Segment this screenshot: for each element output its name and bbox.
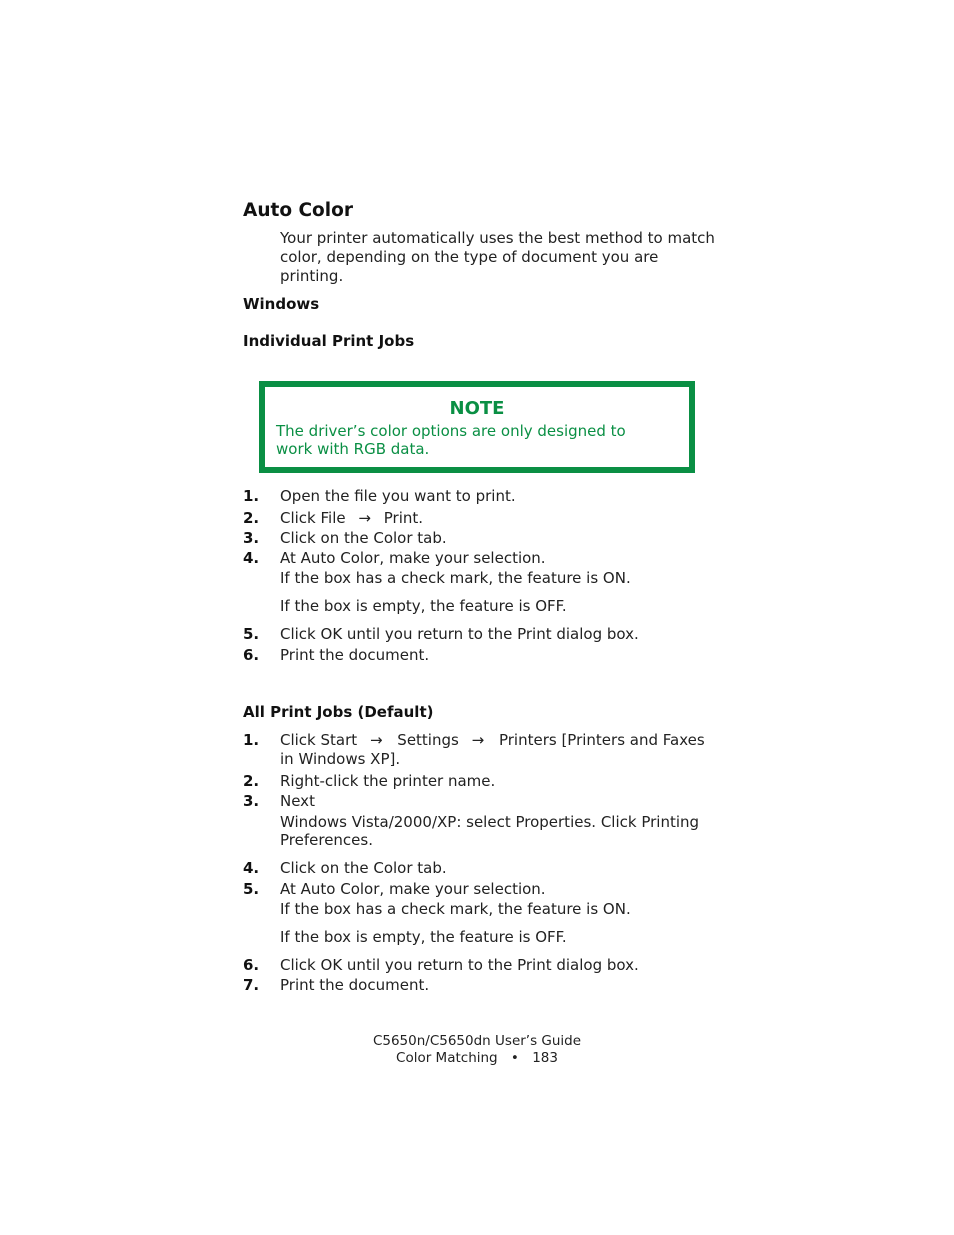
step-text: Click on the Color tab. xyxy=(280,859,447,877)
note-line-1: The driver’s color options are only designed to xyxy=(276,422,626,440)
step-text: Click OK until you return to the Print dialog box. xyxy=(280,956,639,974)
note-title: NOTE xyxy=(449,398,505,419)
step-number: 1. xyxy=(243,731,260,749)
step-text: Click OK until you return to the Print dialog box. xyxy=(280,625,639,643)
individual-print-jobs-heading: Individual Print Jobs xyxy=(243,332,415,350)
step-number: 4. xyxy=(243,859,260,877)
step-text-part: Click File xyxy=(280,509,346,527)
bullet-icon: • xyxy=(510,1050,519,1066)
step-number: 5. xyxy=(243,880,260,898)
footer-page-info xyxy=(327,1050,627,1066)
step-number: 5. xyxy=(243,625,260,643)
step-text-part: Print. xyxy=(383,509,424,527)
intro-line-2: color, depending on the type of document you are xyxy=(280,248,659,266)
step-subtext: If the box has a check mark, the feature is ON. xyxy=(280,569,631,587)
step-text xyxy=(280,509,423,528)
step-text: Print the document. xyxy=(280,976,430,994)
step-number: 1. xyxy=(243,487,260,505)
step-text: Right-click the printer name. xyxy=(280,772,496,790)
step-subtext: If the box has a check mark, the feature is ON. xyxy=(280,900,631,918)
arrow-icon: → xyxy=(471,731,485,749)
step-text: Open the file you want to print. xyxy=(280,487,516,505)
footer-page-number: 183 xyxy=(532,1050,558,1066)
step-text-part: Click Start xyxy=(280,731,358,749)
footer-guide-title: C5650n/C5650dn User’s Guide xyxy=(372,1033,582,1049)
step-text-part: Printers [Printers and Faxes xyxy=(498,731,705,749)
arrow-icon: → xyxy=(369,731,383,749)
step-text: Click on the Color tab. xyxy=(280,529,447,547)
step-subtext: Preferences. xyxy=(280,831,373,849)
step-number: 3. xyxy=(243,529,260,547)
note-line-2: work with RGB data. xyxy=(276,440,430,458)
step-text-part: Settings xyxy=(397,731,459,749)
step-number: 2. xyxy=(243,772,260,790)
note-text xyxy=(276,422,626,458)
footer-section: Color Matching xyxy=(396,1050,498,1066)
intro-line-3: printing. xyxy=(280,267,344,285)
step-text-continued: in Windows XP]. xyxy=(280,750,401,768)
step-text: Next xyxy=(280,792,315,810)
step-subtext: Windows Vista/2000/XP: select Properties. Click Printing xyxy=(280,813,700,831)
step-number: 6. xyxy=(243,956,260,974)
step-text: At Auto Color, make your selection. xyxy=(280,549,546,567)
step-text xyxy=(280,731,705,750)
step-subtext: If the box is empty, the feature is OFF. xyxy=(280,597,567,615)
intro-line-1: Your printer automatically uses the best method to match xyxy=(280,229,715,247)
windows-heading: Windows xyxy=(243,295,320,313)
step-subtext: If the box is empty, the feature is OFF. xyxy=(280,928,567,946)
arrow-icon: → xyxy=(358,509,371,527)
step-text: At Auto Color, make your selection. xyxy=(280,880,546,898)
step-number: 7. xyxy=(243,976,260,994)
step-number: 4. xyxy=(243,549,260,567)
step-number: 2. xyxy=(243,509,260,527)
all-print-jobs-heading: All Print Jobs (Default) xyxy=(243,703,434,721)
page-title: Auto Color xyxy=(243,200,353,221)
note-box xyxy=(259,381,695,473)
step-number: 6. xyxy=(243,646,260,664)
step-text: Print the document. xyxy=(280,646,430,664)
step-number: 3. xyxy=(243,792,260,810)
